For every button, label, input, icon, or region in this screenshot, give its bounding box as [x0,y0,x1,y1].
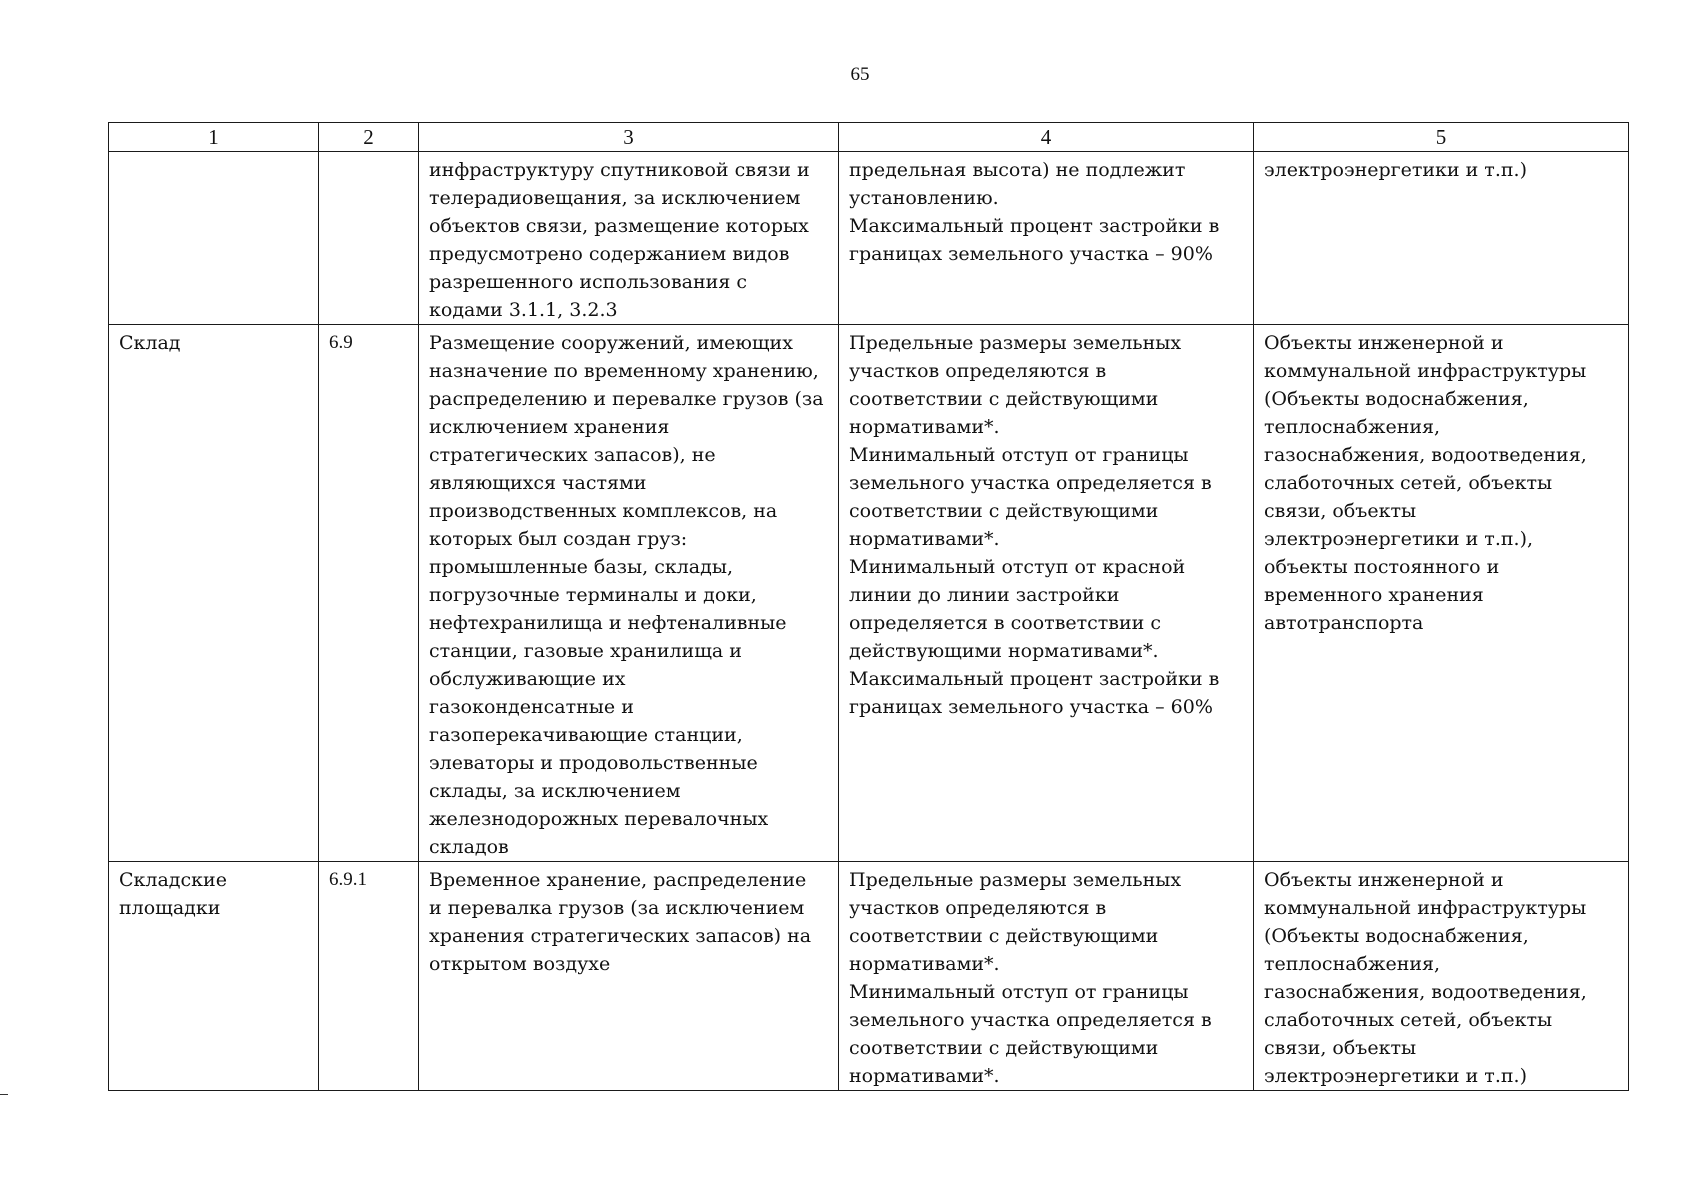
text-line: соответствии с действующими [849,388,1159,410]
text-line: газоснабжения, водоотведения, [1264,981,1587,1003]
cell-related-objects [1254,325,1629,862]
text-line: кодами 3.1.1, 3.2.3 [429,299,618,321]
text-line: границах земельного участка – 90% [849,243,1213,265]
text-line: предельная высота) не подлежит [849,159,1186,181]
text-line: производственных комплексов, на [429,500,778,522]
header-row [109,123,1629,152]
text-line: связи, объекты [1264,500,1417,522]
page-number: 65 [850,64,870,85]
text-line: действующими нормативами*. [849,640,1159,662]
text-line: связи, объекты [1264,1037,1417,1059]
text-line: промышленные базы, склады, [429,556,733,578]
text-line: Минимальный отступ от границы [849,444,1189,466]
column-header-4: 4 [839,123,1254,152]
column-header-3: 3 [419,123,839,152]
text-line: (Объекты водоснабжения, [1264,388,1529,410]
text-line: обслуживающие их [429,668,626,690]
cell-use-name: Склад [109,325,319,862]
text-line: слаботочных сетей, объекты [1264,472,1553,494]
text-line: земельного участка определяется в [849,1009,1212,1031]
text-line: нефтехранилища и нефтеналивные [429,612,787,634]
text-line: нормативами*. [849,416,1000,438]
column-header-1: 1 [109,123,319,152]
text-line: Объекты инженерной и [1264,332,1504,354]
text-line: элеваторы и продовольственные [429,752,758,774]
text-line: разрешенного использования с [429,271,748,293]
text-line: нормативами*. [849,528,1000,550]
cell-parameters [839,152,1254,325]
text-line: границах земельного участка – 60% [849,696,1213,718]
text-line: участков определяются в [849,360,1107,382]
land-use-table [108,122,1629,1091]
text-line: складов [429,836,509,858]
text-line: Минимальный отступ от красной [849,556,1186,578]
text-line: Складские [119,869,227,891]
text-line: Максимальный процент застройки в [849,215,1220,237]
text-line: соответствии с действующими [849,500,1159,522]
text-line: Максимальный процент застройки в [849,668,1220,690]
text-line: временного хранения [1264,584,1484,606]
text-line: газоперекачивающие станции, [429,724,743,746]
text-line: открытом воздухе [429,953,611,975]
column-header-2: 2 [319,123,419,152]
text-line: инфраструктуру спутниковой связи и [429,159,810,181]
table-row-continuation [109,152,1629,325]
text-line: исключением хранения [429,416,670,438]
text-line: станции, газовые хранилища и [429,640,742,662]
text-line: линии до линии застройки [849,584,1120,606]
cell-use-code: 6.9.1 [319,862,419,1091]
text-line: теплоснабжения, [1264,953,1441,975]
table-row-skladskie-ploshchadki [109,862,1629,1091]
text-line: и перевалка грузов (за исключением [429,897,805,919]
cell-use-code: 6.9 [319,325,419,862]
text-line: являющихся частями [429,472,647,494]
column-header-5: 5 [1254,123,1629,152]
text-line: хранения стратегических запасов) на [429,925,812,947]
text-line: нормативами*. [849,953,1000,975]
text-line: Минимальный отступ от границы [849,981,1189,1003]
cell-related-objects [1254,152,1629,325]
table-row-sklad [109,325,1629,862]
text-line: площадки [119,897,221,919]
text-line: определяется в соответствии с [849,612,1162,634]
text-line: автотранспорта [1264,612,1424,634]
text-line: Размещение сооружений, имеющих [429,332,793,354]
text-line: нормативами*. [849,1065,1000,1087]
text-line: объектов связи, размещение которых [429,215,809,237]
text-line: газоснабжения, водоотведения, [1264,444,1587,466]
text-line: Временное хранение, распределение [429,869,807,891]
cell-use-name [109,862,319,1091]
text-line: Предельные размеры земельных [849,869,1182,891]
text-line: электроэнергетики и т.п.) [1264,159,1527,181]
text-line: земельного участка определяется в [849,472,1212,494]
cell-parameters [839,862,1254,1091]
text-line: железнодорожных перевалочных [429,808,769,830]
text-line: склады, за исключением [429,780,681,802]
text-line: соответствии с действующими [849,925,1159,947]
text-line: распределению и перевалке грузов (за [429,388,824,410]
text-line: Предельные размеры земельных [849,332,1182,354]
cell-use-code [319,152,419,325]
text-line: объекты постоянного и [1264,556,1500,578]
text-line: которых был создан груз: [429,528,688,550]
text-line: слаботочных сетей, объекты [1264,1009,1553,1031]
text-line: электроэнергетики и т.п.), [1264,528,1534,550]
text-line: теплоснабжения, [1264,416,1441,438]
text-line: газоконденсатные и [429,696,634,718]
cell-use-description [419,152,839,325]
cell-use-description [419,862,839,1091]
text-line: электроэнергетики и т.п.) [1264,1065,1527,1087]
text-line: участков определяются в [849,897,1107,919]
text-line: коммунальной инфраструктуры [1264,897,1587,919]
text-line: соответствии с действующими [849,1037,1159,1059]
text-line: назначение по временному хранению, [429,360,819,382]
text-line: погрузочные терминалы и доки, [429,584,757,606]
text-line: телерадиовещания, за исключением [429,187,801,209]
cell-use-name [109,152,319,325]
text-line: стратегических запасов), не [429,444,716,466]
cell-parameters [839,325,1254,862]
text-line: установлению. [849,187,999,209]
text-line: Объекты инженерной и [1264,869,1504,891]
cell-use-description [419,325,839,862]
text-line: предусмотрено содержанием видов [429,243,790,265]
scan-edge-mark [0,1094,8,1095]
cell-related-objects [1254,862,1629,1091]
text-line: (Объекты водоснабжения, [1264,925,1529,947]
text-line: коммунальной инфраструктуры [1264,360,1587,382]
